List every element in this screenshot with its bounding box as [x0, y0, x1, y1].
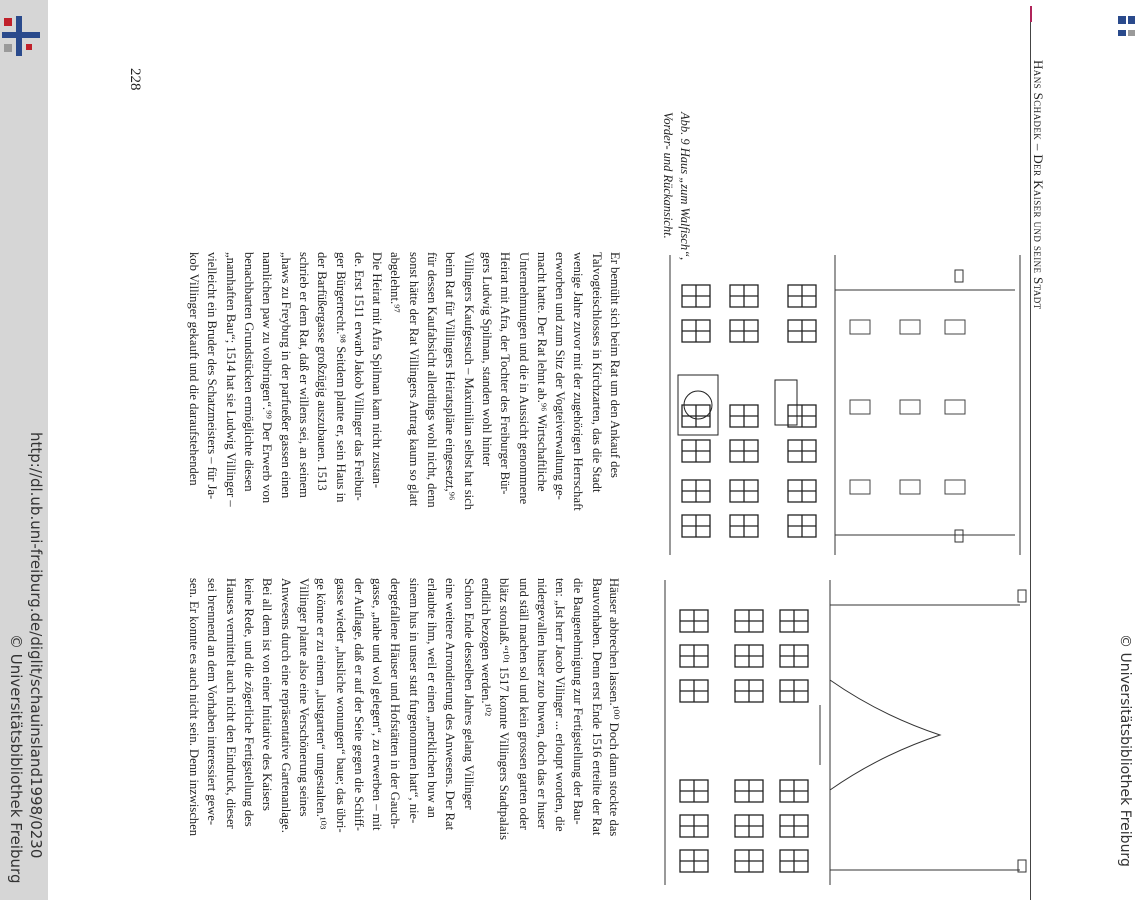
right-column-line: Anwesens durch eine repräsentative Gartenanlage.	[278, 578, 293, 833]
right-column-line: ge könne er zu einem „lustgarten“ umgestalten.¹⁰³	[314, 578, 329, 830]
right-column-line: sen. Er konnte es auch nicht sein. Denn inzwischen	[187, 578, 202, 837]
left-column-line: gers Ludwig Spilman, standen wohl hinter	[479, 252, 494, 467]
right-column-line: sinem hus in unser statt furgenommen hatt“, nie-	[406, 578, 421, 824]
left-column-line: de. Erst 1511 erwarb Jakob Villinger das Freibur-	[351, 252, 366, 501]
left-column-line: Die Heirat mit Afra Spilman kam nicht zustan-	[370, 252, 385, 489]
left-column-line: ger Bürgerrecht.⁹⁸ Seitdem plante er, sein Haus in	[333, 252, 348, 503]
corner-mark-icon	[1128, 30, 1135, 36]
corner-mark-icon	[1128, 16, 1135, 24]
figure-caption-line-1: Abb. 9 Haus „zum Walfisch“,	[678, 112, 692, 261]
right-column-line: der Auflage, daß er auf der Seite gegen die Schiff-	[351, 578, 366, 831]
left-column-line: namlichen paw zu volbringen“.⁹⁹ Der Erwerb von	[260, 252, 275, 504]
right-column-line: Bei all dem ist von einer Initiative des Kaisers	[260, 578, 275, 811]
left-column-line: beim Rat für Villingers Heiratspläne eingesetzt,⁹⁶	[443, 252, 458, 501]
corner-mark-icon	[1118, 30, 1126, 36]
left-column-line: Talvogteischlosses in Kirchzarten, das die Stadt	[589, 252, 604, 493]
right-column-line: blätz stonlaß.“¹⁰¹ 1517 konnte Villingers Stadtpalais	[497, 578, 512, 841]
left-column-line: schrieb er dem Rat, daß er willens sei, an seinem	[296, 252, 311, 498]
left-column-line: Er bemüht sich beim Rat um den Ankauf des	[608, 252, 622, 478]
left-column-line: sonst hätte der Rat Villingers Antrag kaum so glatt	[406, 252, 421, 507]
right-column-line: Bauvorhaben. Denn erst Ende 1516 erteilte der Rat	[589, 578, 604, 836]
right-column-line: die Baugenehmigung zur Fertigstellung der Bau-	[571, 578, 586, 825]
left-column-line: der Barfüßergasse großzügig auszubauen. 1513	[315, 252, 330, 491]
right-column-line: sei brennend an dem Vorhaben interessiert gewe-	[205, 578, 220, 826]
right-column-line: gasse, „nahe und wol gelegen“, zu erwerben – mit	[370, 578, 385, 831]
left-column-line: Villingers Kaufgesuch – Maximilian selbst hat sich	[461, 252, 476, 511]
left-column-line: erworben und zum Sitz der Vogteiverwaltung ge-	[553, 252, 568, 500]
page-number: 228	[127, 68, 143, 91]
left-column-line: für dessen Kaufabsicht allerdings wohl nicht, denn	[425, 252, 439, 508]
copyright-notice: © Universitätsbibliothek Freiburg	[7, 634, 25, 884]
running-head: Hans Schadek – Der Kaiser und seine Stadt	[1031, 60, 1046, 310]
left-column-line: „namhaften Bau“; 1514 hat sie Ludwig Villinger –	[223, 252, 238, 507]
left-column-line: Unternehmungen und die in Aussicht genommene	[516, 252, 531, 505]
right-column-line: gasse wieder „husliche wonungen“ baue; das übri-	[333, 578, 348, 833]
library-logo-icon	[2, 16, 42, 58]
left-column-line: „haws zu Freyburg in der parfueßer gassen einen	[278, 252, 293, 499]
right-column-line: Schon Ende desselben Jahres gelang Villinger	[461, 578, 476, 810]
right-column-line: eine weitere Arrondierung des Anwesens. Der Rat	[443, 578, 458, 831]
right-column-line: Hauses vermittelt auch nicht den Eindruck, dieser	[223, 578, 238, 829]
right-column-line: endlich bezogen werden.¹⁰²	[478, 578, 493, 717]
right-column-line: und ställ machen sol und kein grossen garten oder	[516, 578, 531, 830]
right-column-line: keine Rede, und die zögerliche Fertigstellung des	[242, 578, 256, 827]
right-column-line: Häuser abbrechen lassen.¹⁰⁰ Doch dann stockte das	[607, 578, 621, 837]
source-url[interactable]: http://dl.ub.uni-freiburg.de/diglit/schauinsland1998/0230	[27, 432, 45, 859]
left-column-line: benachbarten Grundstücken ermöglichte diesen	[242, 252, 256, 492]
building-elevation-rear	[640, 575, 1030, 890]
left-column-line: macht hatte. Der Rat lehnt ab.⁹⁶ Wirtschaftliche	[534, 252, 549, 492]
right-column-line: nidergevallen huser zuo buwen, doch das er huser	[534, 578, 549, 829]
right-column-line: erlaubte ihm, weil er einen „merklichen buw an	[425, 578, 439, 818]
building-elevation-front	[660, 250, 1030, 560]
left-column-line: Heirat mit Afra, der Tochter des Freiburger Bür-	[498, 252, 513, 495]
header-accent-mark	[1030, 6, 1032, 22]
copyright-notice-edge: © Universitätsbibliothek Freiburg	[1117, 634, 1133, 867]
right-column-line: dergefallene Häuser und Hofstätten in der Gauch-	[388, 578, 403, 829]
figure-caption-line-2: Vorder- und Rückansicht.	[661, 112, 675, 239]
right-column-line: ten: „Ist herr Jacob Vilinger ... erloupt worden, die	[553, 578, 568, 832]
left-column-line: wenige Jahre zuvor mit der zugehörigen Herrschaft	[571, 252, 586, 511]
left-column-line: abgelehnt.⁹⁷	[388, 252, 403, 313]
left-column-line: kob Villinger gekauft und die daraufstehenden	[187, 252, 202, 486]
right-column-line: Villinger plante also eine Verschönerung seines	[296, 578, 311, 817]
left-column-line: vielleicht ein Bruder des Schatzmeisters – für Ja-	[205, 252, 220, 500]
corner-mark-icon	[1118, 16, 1126, 24]
